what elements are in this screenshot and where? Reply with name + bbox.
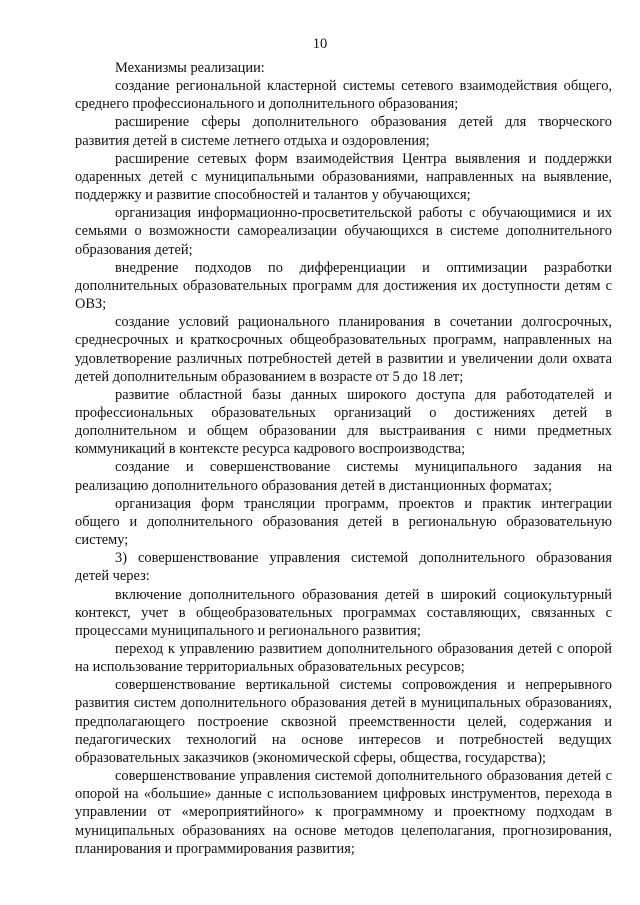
paragraph: создание и совершенствование системы муниципального задания на реализацию дополнительного образования детей в дистанционных форматах;	[75, 459, 612, 494]
paragraph: переход к управлению развитием дополнительного образования детей с опорой на использование территориальных образовательных ресурсов;	[75, 641, 612, 676]
paragraph-heading-mechanisms: Механизмы реализации:	[115, 60, 265, 76]
paragraph: включение дополнительного образования детей в широкий социокультурный контекст, учет в общеобразовательных программах составляющих, связанных с процессами муниципального и регионального развития;	[75, 586, 612, 639]
paragraph: совершенствование вертикальной системы сопровождения и непрерывного развития систем дополнительного образования детей в муниципальных образованиях, предполагающего построение сквозной преемственности целей, содержания и педагогических технологий на основе интересов и потребностей ведущих образовательных заказчиков (экономической сферы, общества, государства);	[75, 677, 612, 766]
document-body	[75, 59, 612, 858]
paragraph: совершенствование управления системой дополнительного образования детей с опорой на «большие» данные с использованием цифровых инструментов, перехода в управлении от «мероприятийного» к программному и проектному подходам в муниципальных образованиях на основе методов целеполагания, прогнозирования, планирования и программирования развития;	[75, 768, 612, 857]
paragraph: развитие областной базы данных широкого доступа для работодателей и профессиональных образовательных организаций о достижениях детей в дополнительном и общем образовании для выстраивания с ними предметных коммуникаций в контексте ресурса кадрового воспроизводства;	[75, 386, 612, 458]
paragraph: создание региональной кластерной системы сетевого взаимодействия общего, среднего профессионального и дополнительного образования;	[75, 78, 612, 113]
paragraph: создание условий рационального планирования в сочетании долгосрочных, среднесрочных и краткосрочных общеобразовательных программ, направленных на удовлетворение различных потребностей детей в развитии и увеличении доли охвата детей дополнительным образованием в возрасте от 5 до 18 лет;	[75, 314, 612, 385]
paragraph: расширение сферы дополнительного образования детей для творческого развития детей в системе летнего отдыха и оздоровления;	[75, 114, 612, 149]
page-number: 10	[312, 36, 328, 52]
paragraph: расширение сетевых форм взаимодействия Центра выявления и поддержки одаренных детей с муниципальными образованиями, направленных на выявление, поддержку и развитие способностей и талантов у обучающихся;	[75, 150, 612, 204]
paragraph: организация информационно-просветительской работы с обучающимися и их семьями о возможности самореализации обучающихся в системе дополнительного образования детей;	[75, 205, 612, 258]
paragraph: организация форм трансляции программ, проектов и практик интеграции общего и дополнительного образования детей в региональную образовательную систему;	[75, 495, 612, 549]
paragraph: внедрение подходов по дифференциации и оптимизации разработки дополнительных образовательных программ для достижения их доступности детям с ОВЗ;	[75, 259, 612, 313]
paragraph-section-3: 3) совершенствование управления системой дополнительного образования детей через:	[75, 550, 612, 585]
